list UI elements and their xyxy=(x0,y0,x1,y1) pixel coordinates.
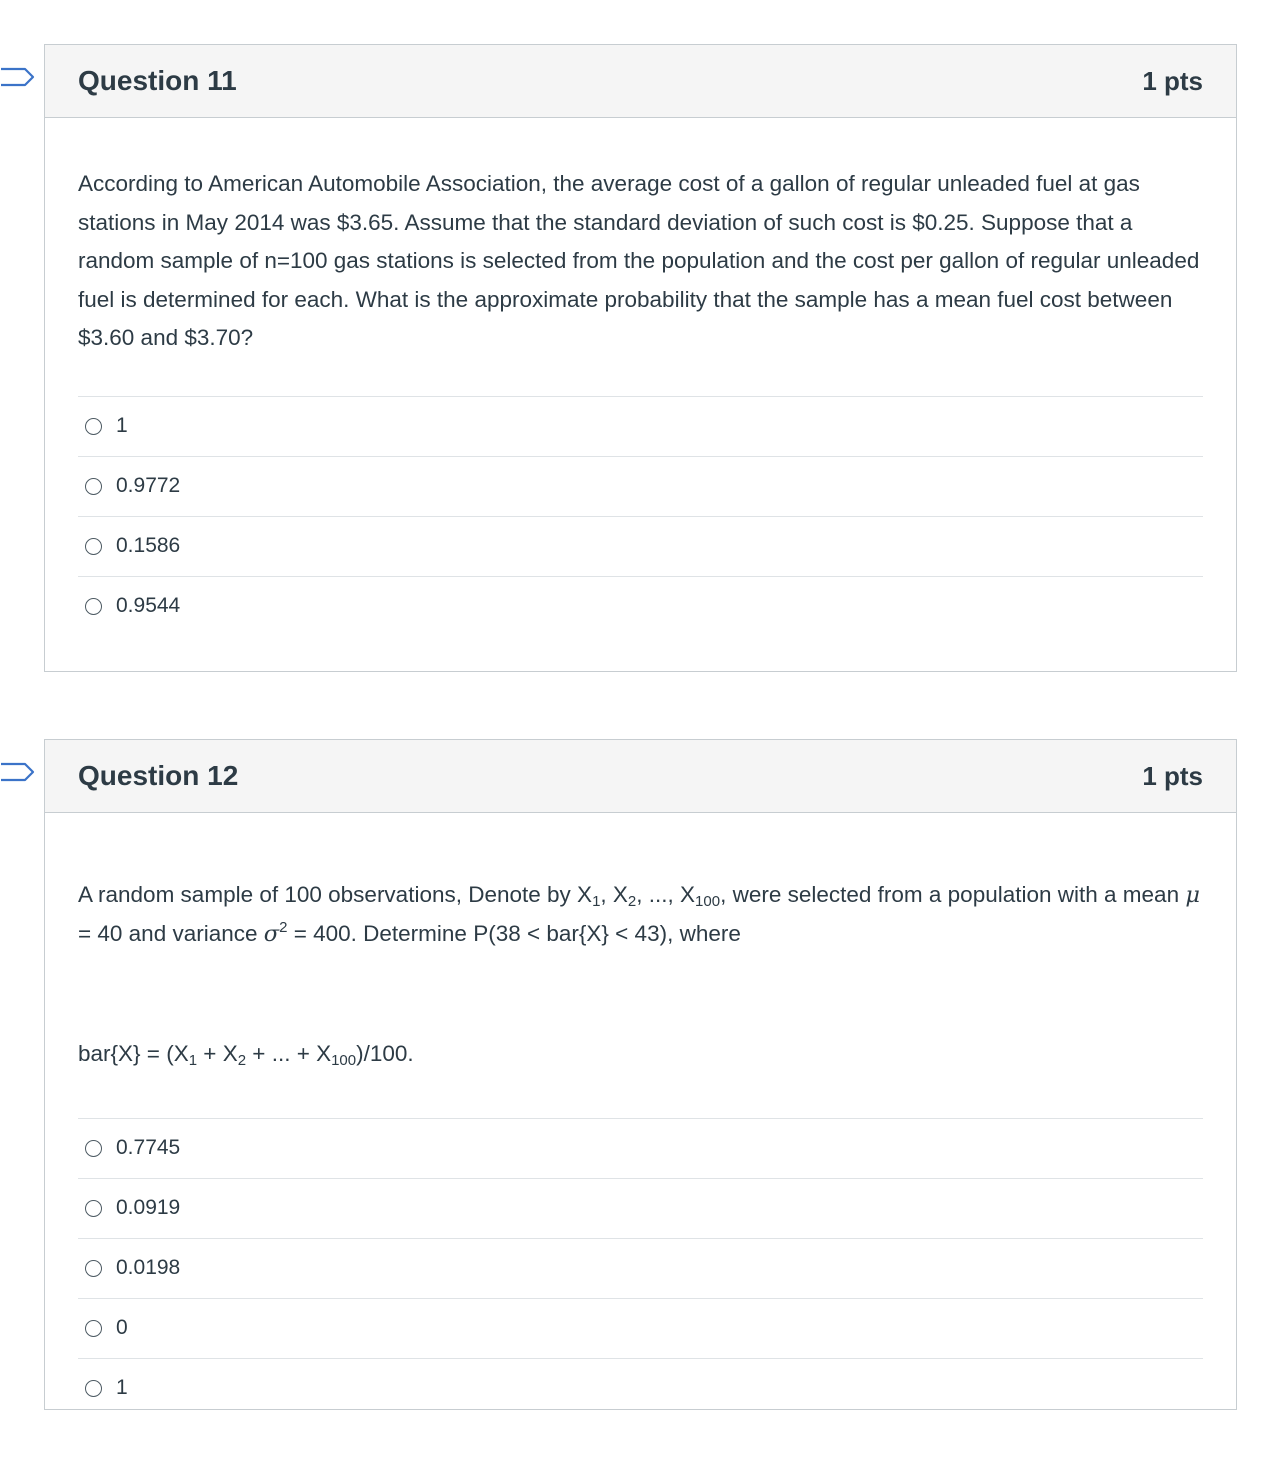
answer-label: 0 xyxy=(116,1316,128,1339)
question-body xyxy=(45,813,1236,1418)
answer-label: 0.0919 xyxy=(116,1196,181,1219)
answer-option[interactable] xyxy=(78,396,1203,456)
question-title: Question 11 xyxy=(78,65,237,96)
answer-option[interactable] xyxy=(78,576,1203,636)
radio-button[interactable] xyxy=(85,1260,102,1277)
answer-label: 1 xyxy=(116,1376,128,1399)
question-text: A random sample of 100 observations, Denote by $X_1$, $X_2$, ..., $X_{100}$, were selected from a population with a mean μ = 40 and variance $\sigma^2 = 400$. Determine P(38 < bar{X} < 43), where xyxy=(78,882,1200,947)
mu-symbol: μ xyxy=(1185,882,1200,908)
answer-option[interactable] xyxy=(78,1118,1203,1178)
question-12 xyxy=(44,739,1237,1410)
question-header xyxy=(45,45,1236,118)
flag-question-icon[interactable] xyxy=(1,762,35,782)
question-points: 1 pts xyxy=(1142,65,1203,96)
radio-button[interactable] xyxy=(85,1200,102,1217)
answer-option[interactable] xyxy=(78,1178,1203,1238)
radio-button[interactable] xyxy=(85,1380,102,1397)
radio-button[interactable] xyxy=(85,538,102,555)
question-formula: $bar\{X\} = (X_1 + X_2$ + ... + $X_{100})/100$. xyxy=(78,1041,414,1069)
answer-option[interactable] xyxy=(78,1358,1203,1418)
radio-button[interactable] xyxy=(85,418,102,435)
answer-label: 0.9772 xyxy=(116,474,181,497)
flag-question-icon[interactable] xyxy=(1,67,35,87)
question-header xyxy=(45,740,1236,813)
question-title: Question 12 xyxy=(78,760,239,791)
answer-label: 0.0198 xyxy=(116,1256,181,1279)
radio-button[interactable] xyxy=(85,1320,102,1337)
answer-label: 0.7745 xyxy=(116,1136,181,1159)
answer-label: 0.1586 xyxy=(116,534,181,557)
answer-option[interactable] xyxy=(78,516,1203,576)
answer-option[interactable] xyxy=(78,1238,1203,1298)
answer-list xyxy=(78,1118,1203,1418)
radio-button[interactable] xyxy=(85,598,102,615)
answer-list xyxy=(78,396,1203,636)
question-text: According to American Automobile Association, the average cost of a gallon of regular unleaded fuel at gas stations in May 2014 was $3.65. Assume that the standard deviation of such cost is $0.25. Suppose that a random sample of n=100 gas stations is selected from the population and the cost per gallon of regular unleaded fuel is determined for each. What is the approximate probability that the sample has a mean fuel cost between $3.60 and $3.70? xyxy=(78,171,1200,350)
question-11 xyxy=(44,44,1237,672)
answer-label: 0.9544 xyxy=(116,594,181,617)
answer-option[interactable] xyxy=(78,1298,1203,1358)
radio-button[interactable] xyxy=(85,478,102,495)
answer-label: 1 xyxy=(116,414,128,437)
question-body xyxy=(45,118,1236,636)
question-points: 1 pts xyxy=(1142,760,1203,791)
sigma-symbol: σ xyxy=(263,920,280,947)
radio-button[interactable] xyxy=(85,1140,102,1157)
answer-option[interactable] xyxy=(78,456,1203,516)
